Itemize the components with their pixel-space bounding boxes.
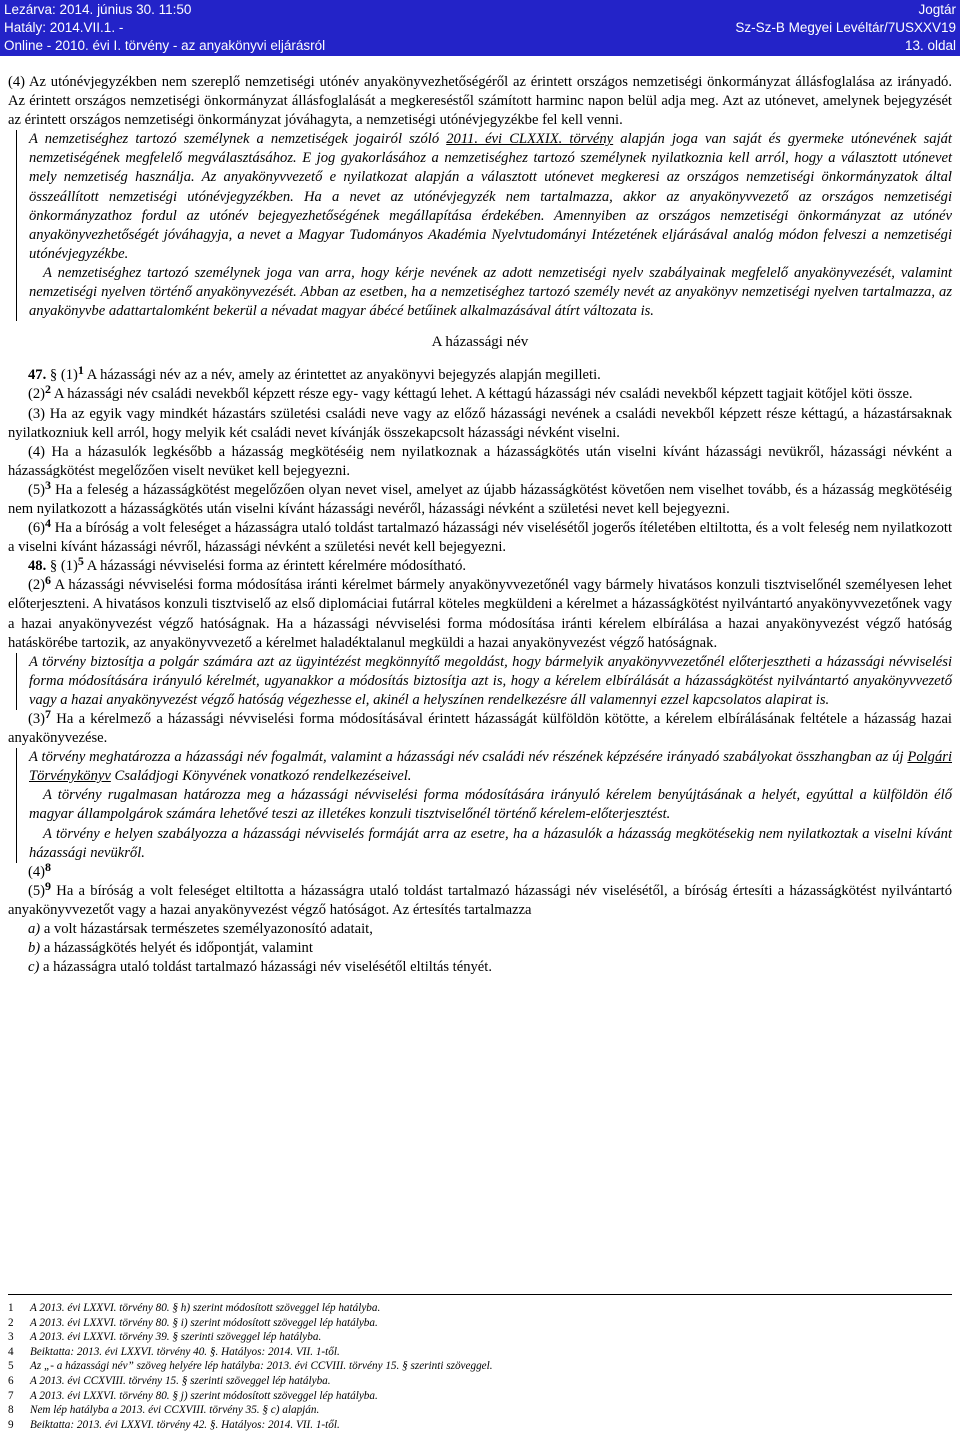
footnote-number: 1 (8, 1302, 14, 1314)
footnote-ref[interactable]: 3 (45, 477, 52, 492)
footnote (8, 1330, 952, 1345)
subsection-marker: (2) (28, 386, 46, 403)
commentary-note-3 (16, 748, 952, 863)
commentary-note-2 (16, 653, 952, 710)
subsection-text: Ha a bíróság a volt feleséget a házasságra utaló toldást tartalmazó házassági név viselésétől jogerős ítéletében eltiltotta, és a volt feleség nem nyilatkozott a viselni kívánt házassági névről, házassági névként a születési nevét kell bejegyezni. (8, 520, 952, 556)
list-text: a házasságkötés helyét és időpontját, valamint (40, 940, 313, 957)
archive-id: Sz-Sz-B Megyei Levéltár/7USXXV19 (735, 20, 956, 35)
header-left (4, 1, 325, 55)
subsection-marker: (4) (28, 863, 46, 880)
footnote-text: Nem lép hatályba a 2013. évi CCXVIII. törvény 35. § c) alapján. (30, 1404, 320, 1417)
commentary-paragraph (29, 748, 952, 786)
commentary-text: alapján joga van saját és gyermeke utónevének saját nemzetiségének megfelelő megválasztásához. E jog gyakorlásához a nemzetiséghez tartozó személynek nyilatkoznia kell arról, hogy a választott utónevet mely nemzetiség használja. Az anyakönyvvezető e nyilatkozat alapján a választott utónevet megkeresi az országos nemzetiségi önkormányzatok által összeállított nemzetiségi utónévjegyzékben. Ha a nevet az utónévjegyzék nem tartalmazza, akkor az anyakönyvvezető az országos nemzetiségi önkormányzathoz fordul az utónév bejegyezhetőségének megállapítása érdekében. Amennyiben az országos nemzetiségi önkormányzat az utónév anyakönyvezhetőségét jóváhagyja, a nevet a Magyar Tudományos Akadémia Nyelvtudományi Intézetének eljárásával analóg módon felveszi a nemzetiségi utónévjegyzékbe. (29, 131, 952, 262)
section-48-1 (8, 554, 952, 576)
subsection-marker: (5) (28, 481, 46, 498)
section-48-4 (8, 859, 952, 882)
footnote-text: A 2013. évi LXXVI. törvény 80. § h) szerint módosított szöveggel lép hatályba. (30, 1302, 381, 1314)
footnote-ref[interactable]: 9 (45, 878, 52, 893)
section-48-5 (8, 878, 952, 920)
list-item (8, 958, 952, 977)
section-47-2 (8, 382, 952, 404)
section-47-4: (4) Ha a házasulók legkésőbb a házasság megkötéséig nem nyilatkoznak a házasságkötés után viselni kívánt házassági nevükről, házassági névként a házasságkötést megelőzően viselt nevüket kell bejegyezni. (8, 443, 952, 479)
footnote-ref[interactable]: 7 (45, 707, 52, 721)
footnote-number: 7 (8, 1389, 14, 1402)
footnotes (8, 1294, 952, 1432)
footnote (8, 1301, 952, 1316)
subsection-marker: (6) (28, 520, 46, 537)
footnote (8, 1316, 952, 1331)
footnote-text: A 2013. évi CCXVIII. törvény 15. § szerinti szöveggel lép hatályba. (30, 1374, 331, 1387)
footnote-text: A 2013. évi LXXVI. törvény 39. § szerinti szöveggel lép hatályba. (30, 1331, 322, 1344)
paragraph-4: (4) Az utónévjegyzékben nem szereplő nemzetiségi utónév anyakönyvezhetőségéről az érintett országos nemzetiségi önkormányzat állásfoglalása az irányadó. Az érintett országos nemzetiségi önkormányzat állásfoglalását a megkereséstől számított harminc napon belül adja meg. Azt az utónevet, amelynek bejegyzését az érintett országos nemzetiségi önkormányzat jóváhagyta, a nemzetiségi utónévjegyzékbe fel kell venni. (8, 74, 952, 129)
subsection-text: A házassági név családi nevekből képzett része egy- vagy kéttagú lehet. A kéttagú házassági név családi nevekből képzett tagjait kötőjel köti össze. (51, 386, 913, 403)
subsection-text: A házassági névviselési forma módosítása iránti kérelmet bármely anyakönyvvezetőnél vagy bármely hivatásos konzuli tisztviselőnél személyesen lehet előterjeszteni. A hivatásos konzuli tisztviselő az első diplomáciai futárral köteles megküldeni a kérelmet a házasságkötést nyilvántartó anyakönyvvezetőnek vagy a hazai anyakönyvezést végző hatóságnak. Ha a házassági névviselési forma módosítása iránti kérelem elbírálása a hazai anyakönyvezést végző hatóság hatáskörébe tartozik, az anyakönyvvezető a kérelmet haladéktalanul megküldi a hazai anyakönyvezést végző hatóságnak. (8, 577, 952, 651)
footnote-number: 5 (8, 1360, 14, 1373)
commentary-paragraph: A törvény biztosítja a polgár számára azt az ügyintézést megkönnyítő megoldást, hogy bármelyik anyakönyvvezetőnél előterjesztheti a házassági névviselési forma módosítására irányuló kérelmét, ugyanakkor a módosítás biztosítja azt is, hogy a kérelem elbírálását a házasságkötést nyilvántartó anyakönyvvezető vagy a hazai anyakönyvezést végző hatóság végezhesse el, akinél a helyszínen rendelkezésre áll valamennyi ezzel kapcsolatos alapirat is. (29, 653, 952, 708)
footnote-text: A 2013. évi LXXVI. törvény 80. § j) szerint módosított szöveggel lép hatályba. (30, 1389, 378, 1402)
footnote-text: Beiktatta: 2013. évi LXXVI. törvény 40. §. Hatályos: 2014. VII. 1-től. (30, 1345, 340, 1358)
commentary-paragraph: A nemzetiséghez tartozó személynek joga van arra, hogy kérje nevének az adott nemzetiségi nyelv szabályainak megfelelő anyakönyvezését, valamint nemzetiségi nyelven történő anyakönyvezését. Abban az esetben, ha a nemzetiséghez tartozó személy nevét az anyakönyv nemzetiségi nyelven tartalmazza, az anyakönyvbe adattartalomként bekerül a névadat magyar ábécé betűinek alkalmazásával átírt változata is. (29, 264, 952, 320)
page-number: 13. oldal (904, 38, 956, 53)
commentary-note-1 (16, 130, 952, 321)
page-header (0, 0, 960, 56)
commentary-text: Családjogi Könyvének vonatkozó rendelkezéseivel. (110, 768, 412, 785)
subsection-marker: § (1) (49, 367, 78, 384)
footnote-ref[interactable]: 4 (45, 516, 52, 531)
commentary-text: A nemzetiséghez tartozó személynek a nemzetiségek jogairól szóló (29, 131, 447, 148)
footnote (8, 1345, 952, 1360)
section-47-3: (3) Ha az egyik vagy mindkét házastárs születési családi neve vagy az előző házassági nevének a családi nevekből képzett része kéttagú, a házastársaknak nyilatkozniuk kell arról, hogy melyik két családi nevet kívánják összekapcsolt házassági névként viselni. (8, 405, 952, 441)
commentary-paragraph: A törvény e helyen szabályozza a házassági névviselés formáját arra az esetre, ha a házasulók a házasság megkötésekig nem nyilatkoztak a viselni kívánt házassági nevükről. (29, 825, 952, 861)
header-right (735, 1, 956, 55)
footnote-number: 6 (8, 1374, 14, 1387)
footnote-ref[interactable]: 2 (45, 382, 52, 397)
brand-name: Jogtár (918, 2, 956, 17)
civil-code-link[interactable]: Polgári Törvénykönyv (29, 749, 952, 785)
footnote-ref[interactable]: 6 (45, 573, 52, 588)
footnote-number: 4 (8, 1345, 14, 1358)
section-47-6 (8, 516, 952, 557)
document-body (8, 73, 952, 977)
section-48-2 (8, 573, 952, 652)
footnote (8, 1374, 952, 1389)
footnote-ref[interactable]: 5 (77, 554, 84, 569)
list-item (8, 920, 952, 939)
list-text: a volt házastársak természetes személyazonosító adatait, (40, 921, 373, 938)
law-link[interactable]: 2011. évi CLXXIX. törvény (446, 131, 614, 148)
subsection-text: A házassági névviselési forma az érintett kérelmére módosítható. (83, 558, 467, 575)
footnote (8, 1389, 952, 1404)
section-48-3 (8, 707, 952, 748)
list-item (8, 939, 952, 958)
subsection-text: Ha a kérelmező a házassági névviselési forma módosításával érintett házasságát külföldön kötötte, a kérelem elbírálásának feltétele a házasság hazai anyakönyvezése. (8, 711, 952, 747)
subsection-marker: (3) (28, 711, 46, 727)
footnote-text: Az „- a házassági név” szöveg helyére lép hatályba: 2013. évi CCVIII. törvény 15. § szerinti szöveggel. (30, 1360, 493, 1373)
footnote (8, 1418, 952, 1433)
footnote-text: Beiktatta: 2013. évi LXXVI. törvény 42. §. Hatályos: 2014. VII. 1-től. (30, 1418, 340, 1431)
list-marker: b) (28, 940, 41, 957)
footnote-number: 9 (8, 1418, 14, 1431)
commentary-paragraph: A törvény rugalmasan határozza meg a házassági névviselési forma módosítására irányuló kérelem benyújtásának a helyét, egyúttal a külföldön élő magyar állampolgárok számára lehetővé teszi az illetékes konzuli tisztviselőnél történő kérelem-előterjesztést. (29, 787, 952, 823)
subsection-text: Ha a feleség a házasságkötést megelőzően olyan nevet visel, amelyet az újabb házasságkötést követően nem viselhet tovább, és a házasság megkötéséig nem nyilatkozott a házasságkötés után viselni kívánt házassági nevéről, házassági névként a születési nevet kell bejegyezni. (8, 481, 952, 517)
list-marker: a) (28, 921, 41, 938)
footnote-number: 3 (8, 1331, 14, 1344)
footnote-divider (8, 1294, 952, 1295)
section-47-5 (8, 477, 952, 519)
section-number: 47. (28, 367, 47, 384)
commentary-text: A törvény meghatározza a házassági név fogalmát, valamint a házassági név családi név részének képzésére irányadó szabályokat összhangban az új (29, 749, 908, 766)
section-47-1 (8, 363, 952, 385)
subsection-text: Ha a bíróság a volt feleséget eltiltotta a házasságra utaló toldást tartalmazó házassági név viselésétől, a bíróság értesíti a házasságkötést nyilvántartó anyakönyvvezetőt vagy a hazai anyakönyvezést végző hatóságot. Az értesítés tartalmazza (8, 882, 952, 918)
lock-date: Lezárva: 2014. június 30. 11:50 (4, 2, 192, 17)
footnote (8, 1403, 952, 1418)
footnote-number: 8 (8, 1404, 14, 1417)
list-marker: c) (28, 959, 40, 976)
subsection-marker: (2) (28, 577, 46, 594)
footnote (8, 1359, 952, 1374)
subsection-marker: § (1) (49, 558, 78, 575)
footnote-text: A 2013. évi LXXVI. törvény 80. § i) szerint módosított szöveggel lép hatályba. (30, 1316, 378, 1329)
subsection-text: A házassági név az a név, amely az érintettet az anyakönyvi bejegyzés alapján megilleti. (83, 367, 601, 384)
list-text: a házasságra utaló toldást tartalmazó házassági név viselésétől eltiltás tényét. (39, 959, 492, 976)
section-title: A házassági név (431, 334, 529, 351)
footnote-number: 2 (8, 1316, 14, 1329)
commentary-paragraph (29, 130, 952, 264)
footnote-ref[interactable]: 8 (45, 859, 52, 874)
effective-date: Hatály: 2014.VII.1. - (4, 20, 124, 35)
subsection-marker: (5) (28, 882, 46, 899)
document-title: Online - 2010. évi I. törvény - az anyakönyvi eljárásról (4, 38, 326, 53)
footnote-ref[interactable]: 1 (77, 363, 84, 378)
section-number: 48. (28, 558, 47, 575)
